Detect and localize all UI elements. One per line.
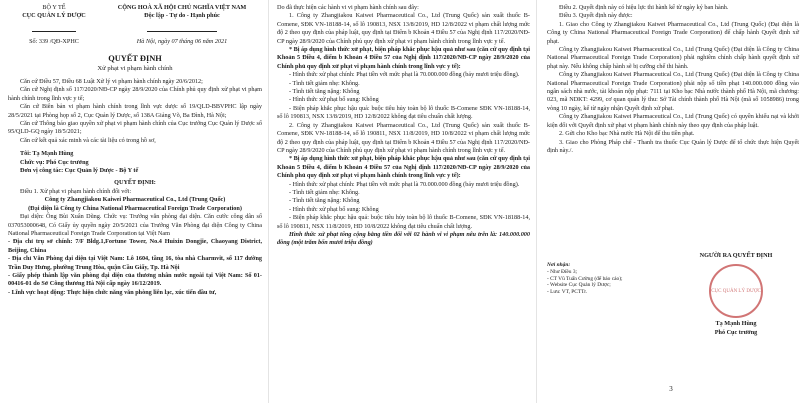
legal-basis-5: Căn cứ kết quả xác minh và các tài liệu có trong hồ sơ, [20, 136, 156, 144]
signature-block [681, 252, 791, 337]
remedy-2: - Biện pháp khắc phục hậu quả: buộc tiêu hủy toàn bộ lô thuốc B-Comene, SĐK VN-18188-14, số lô 190811, NSX 11/8/2019, HD 10/8/2022 không đạt tiêu chuẩn chất lượng. [277, 214, 530, 230]
national-motto: Độc lập - Tự do - Hạnh phúc [144, 12, 220, 19]
violations-intro: Do đã thực hiện các hành vi vi phạm hành chính sau đây: [277, 4, 419, 11]
violator-company: Công ty Zhangjiakou Kaiwei Pharmaceutical Co., Ltd (Trung Quốc) [44, 196, 226, 204]
document-page-1 [0, 0, 268, 403]
legal-basis-1: Căn cứ Điều 57, Điều 68 Luật Xử lý vi phạm hành chính ngày 20/6/2012; [20, 78, 203, 85]
signer-line: Tôi: Tạ Mạnh Hùng [20, 150, 74, 158]
aggravating-2: - Tình tiết tăng nặng: Không [289, 197, 360, 205]
official-stamp [709, 264, 763, 318]
mitigating-2: - Tình tiết giảm nhẹ: Không. [289, 188, 360, 196]
violator-representative: (Đại diện là Công ty China National Pharmaceutical Foreign Trade Corporation) [28, 204, 242, 212]
violation-1: 1. Công ty Zhangjiakou Kaiwei Pharmaceutical Co., Ltd (Trung Quốc) sản xuất thuốc B-Comene, SĐK VN-18188-14, số lô 190813, NSX 13/8/2019, HD 12/8/2022 vi phạm chất lượng mức độ 2 theo quy định của pháp luật, quy định tại Điểm b Khoản 4 Điều 57 của Nghị định 117/2020/NĐ-CP ngày 28/9/2020 của Chính phủ quy định xử phạt vi phạm hành chính trong lĩnh vực y tế. [277, 12, 530, 45]
article-1: Điều 1. Xử phạt vi phạm hành chính đối với: [20, 187, 132, 195]
article-3: Điều 3. Quyết định này được: [559, 12, 633, 20]
legal-basis-3: Căn cứ Biên bản vi phạm hành chính trong lĩnh vực dược số 19/QLD-BBVPHC lập ngày 28/5/2021 tại Phòng họp số 2, Cục Quản lý Dược, số 138A Giảng Võ, Ba Đình, Hà Nội; [8, 103, 262, 119]
signer-name: Tạ Mạnh Hùng [715, 320, 757, 328]
aggravating-1: - Tình tiết tăng nặng: Không [289, 88, 360, 96]
measures-1: * Bị áp dụng hình thức xử phạt, biện pháp khắc phục hậu quả như sau (căn cứ quy định tại Khoản 5 Điều 4, điểm b Khoản 4 Điều 57 của Nghị định 117/2020/NĐ-CP ngày 28/9/2020 của Chính phủ quy định xử phạt vi phạm hành chính trong lĩnh vực y tế): [277, 46, 530, 70]
violation-2: 2. Công ty Zhangjiakou Kaiwei Pharmaceutical Co., Ltd (Trung Quốc) sản xuất thuốc B-Comene, SĐK VN-18188-14, số lô 190811, NSX 11/8/2019, HD 10/8/2022 vi phạm chất lượng mức độ 2 theo quy định của pháp luật, quy định tại Điểm b Khoản 4 Điều 57 của Nghị định 117/2020/NĐ-CP ngày 28/9/2020 của Chính phủ quy định xử phạt vi phạm hành chính trong lĩnh vực y tế. [277, 121, 530, 154]
stamp-text: CỤC QUẢN LÝ DƯỢC [711, 288, 761, 294]
nation-name: CỘNG HOÀ XÃ HỘI CHỦ NGHĨA VIỆT NAM [117, 4, 247, 11]
recipient-3: - Website Cục Quản lý Dược; [547, 282, 611, 289]
document-page-2 [268, 0, 536, 403]
decision-subtitle: Xử phạt vi phạm hành chính [97, 65, 173, 72]
position-line: Chức vụ: Phó Cục trưởng [20, 158, 89, 166]
document-page-3 [536, 0, 805, 403]
decision-number: Số: 339 /QĐ-XPHC [29, 38, 79, 45]
total-fine: Hình thức xử phạt tổng cộng bằng tiền đối với 02 hành vi vi phạm nêu trên là: 140.000.000 đồng (một trăm bốn mươi triệu đồng) [277, 230, 530, 247]
recipients-title: Nơi nhận: [547, 262, 571, 268]
motto-underline [147, 31, 217, 32]
article-3-item-2: 2. Gửi cho Kho bạc Nhà nước Hà Nội để thu tiền phạt. [559, 130, 695, 138]
violator-detail-4: - Giấy phép thành lập văn phòng đại diện của thương nhân nước ngoài tại Việt Nam: Số 01-00416-01 do Sở Công thương Hà Nội cấp ngày 16/12/2019. [8, 271, 262, 288]
extra-penalty-1: - Hình thức xử phạt bổ sung: Không [289, 96, 379, 104]
unit-line: Đơn vị công tác: Cục Quản lý Dược - Bộ Y tế [20, 167, 139, 175]
fine-2: - Hình thức xử phạt chính: Phạt tiền với mức phạt là 70.000.000 đồng (bảy mươi triệu đồng). [289, 180, 520, 188]
agency-name: CỤC QUẢN LÝ DƯỢC [22, 12, 86, 19]
decision-date: Hà Nội, ngày 07 tháng 06 năm 2021 [136, 38, 228, 45]
signer-title: NGƯỜI RA QUYẾT ĐỊNH [699, 252, 773, 259]
violator-detail-5: - Lĩnh vực hoạt động: Thực hiện chức năng văn phòng liên lạc, xúc tiến đầu tư, [8, 288, 217, 296]
signer-position: Phó Cục trưởng [714, 328, 758, 336]
decide-heading: QUYẾT ĐỊNH: [114, 179, 156, 187]
article-3-item-1a: Công ty Zhangjiakou Kaiwei Pharmaceutical Co., Ltd (Trung Quốc) (Đại diện là Công ty China National Pharmaceutical Foreign Trade Corporation) phải nghiêm chỉnh chấp hành quyết định xử phạt này. Nếu không chấp hành sẽ bị cưỡng chế thi hành. [547, 46, 799, 70]
mitigating-1: - Tình tiết giảm nhẹ: Không. [289, 79, 360, 87]
recipient-1: - Như Điều 3; [547, 268, 578, 275]
decision-title: QUYẾT ĐỊNH [108, 54, 162, 63]
extra-penalty-2: - Hình thức xử phạt bổ sung: Không [289, 205, 379, 213]
legal-basis-2: Căn cứ Nghị định số 117/2020/NĐ-CP ngày 28/9/2020 của Chính phủ quy định xử phạt vi phạm hành chính trong lĩnh vực y tế; [8, 86, 262, 102]
article-3-item-1c: Công ty Zhangjiakou Kaiwei Pharmaceutical Co., Ltd (Trung Quốc) có quyền khiếu nại và khởi kiện đối với Quyết định xử phạt vi phạm hành chính này theo quy định của pháp luật. [547, 113, 799, 129]
article-3-item-1: 1. Giao cho Công ty Zhangjiakou Kaiwei Pharmaceutical Co., Ltd (Trung Quốc) (Đại diện là Công ty China National Pharmaceutical Foreign Trade Corporation) để chấp hành Quyết định xử phạt. [547, 20, 799, 45]
legal-basis-4: Căn cứ Thông báo giao quyền xử phạt vi phạm hành chính của Cục trưởng Cục Quản lý Dược số 95/QLD-GQ ngày 18/5/2021; [8, 120, 262, 136]
ministry-name: BỘ Y TẾ [42, 4, 66, 11]
article-2: Điều 2. Quyết định này có hiệu lực thi hành kể từ ngày ký ban hành. [559, 4, 729, 11]
header-underline [32, 31, 76, 32]
fine-1: - Hình thức xử phạt chính: Phạt tiền với mức phạt là 70.000.000 đồng (bảy mươi triệu đồng). [289, 71, 520, 79]
recipients-block [547, 262, 667, 296]
violator-detail-3: - Địa chỉ Văn Phòng đại diện tại Việt Nam: Lô 1604, tầng 16, tòa nhà Charmvit, số 117 đường Trần Duy Hưng, phường Trung Hòa, quận Cầu Giấy, Tp. Hà Nội [8, 255, 262, 271]
measures-2: * Bị áp dụng hình thức xử phạt, biện pháp khắc phục hậu quả như sau (căn cứ quy định tại Khoản 5 Điều 4, điểm b Khoản 4 Điều 57 của Nghị định 117/2020/NĐ-CP ngày 28/9/2020 của Chính phủ quy định xử phạt vi phạm hành chính trong lĩnh vực y tế): [277, 155, 530, 180]
violator-detail-1: Đại diện: Ông Bùi Xuân Dũng. Chức vụ: Trưởng văn phòng đại diện. Căn cước công dân số 037053000648, Có Giấy ủy quyền ngày 20/5/2021 của Trưởng Văn Phòng đại diện Công ty China National Pharmaceutical Foreign Trade Corporation tại Việt Nam [8, 213, 262, 237]
article-3-item-3: 3. Giao cho Phòng Pháp chế - Thanh tra thuốc Cục Quản lý Dược để tổ chức thực hiện Quyết định này./. [547, 138, 799, 154]
document-header [8, 4, 262, 46]
violator-detail-2: - Địa chỉ trụ sở chính: 7/F Bldg.1,Fortune Tower, No.4 Huixin Dongjie, Chaoyang District, Beijing, China [8, 238, 262, 254]
recipient-2: - CT Vũ Tuấn Cường (để báo cáo); [547, 275, 623, 282]
article-3-item-1b: Công ty Zhangjiakou Kaiwei Pharmaceutical Co., Ltd (Trung Quốc) (Đại diện là Công ty China National Pharmaceutical Foreign Trade Corporation) phải nộp số tiền phạt 140.000.000 đồng vào ngân sách nhà nước, tài khoản nộp phạt: 7111 tại Kho bạc Nhà nước thành phố Hà Nội, mã chương: 023, mã NDKT: 4299, cơ quan quản lý thu: Sở Tài chính thành phố Hà Nội (mã số 1058986) trong vòng 10 ngày, kể từ ngày nhận Quyết định xử phạt. [547, 71, 799, 112]
page-number: 3 [669, 385, 673, 393]
remedy-1: - Biện pháp khắc phục hậu quả: buộc tiêu hủy toàn bộ lô thuốc B-Comene SĐK VN-18188-14, số lô 190813, NSX 13/8/2019, HD 12/8/2022 không đạt tiêu chuẩn chất lượng. [277, 104, 530, 121]
recipient-4: - Lưu: VT, PCTTr. [547, 289, 588, 296]
